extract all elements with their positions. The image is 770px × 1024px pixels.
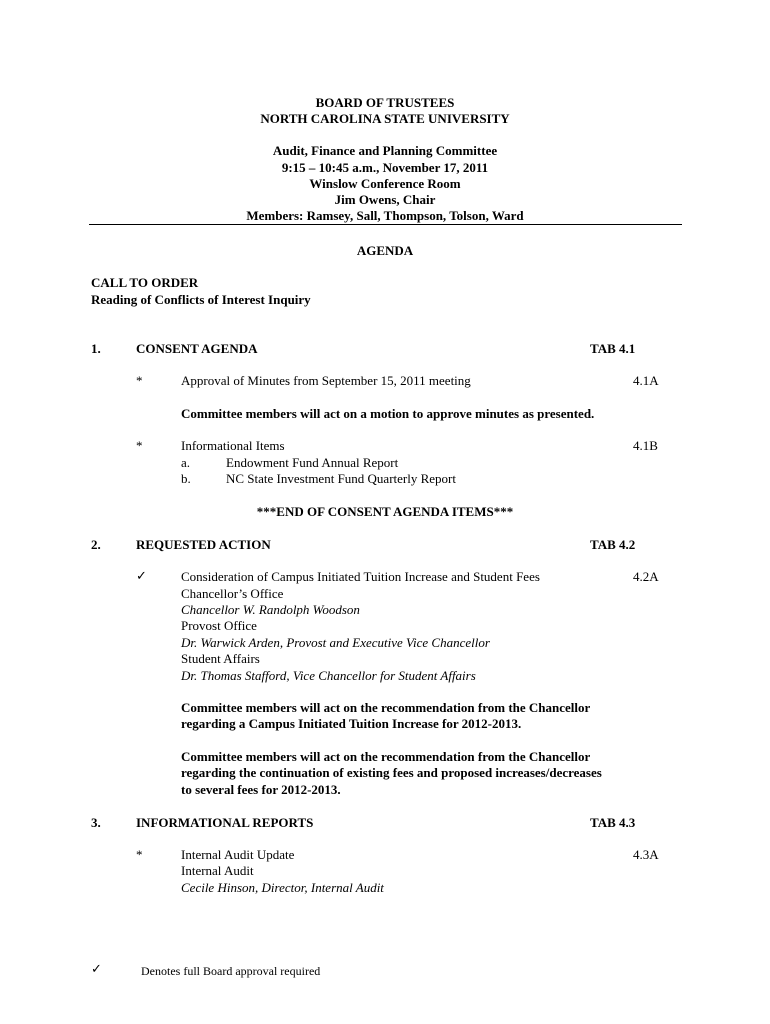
checkmark-icon: ✓ bbox=[136, 569, 147, 584]
subitem-investment-fund: NC State Investment Fund Quarterly Report bbox=[226, 471, 456, 486]
section-2-title: REQUESTED ACTION bbox=[136, 537, 271, 552]
item-ref-4-1b: 4.1B bbox=[633, 438, 658, 453]
item-informational: Informational Items bbox=[181, 438, 285, 453]
subitem-letter-a: a. bbox=[181, 455, 191, 470]
item-minutes-approval: Approval of Minutes from September 15, 2011 meeting bbox=[181, 373, 471, 388]
subitem-endowment: Endowment Fund Annual Report bbox=[226, 455, 399, 470]
presenter-student-affairs: Dr. Thomas Stafford, Vice Chancellor for Student Affairs bbox=[181, 668, 476, 683]
note-fees-line2: regarding the continuation of existing fees and proposed increases/decreases bbox=[181, 765, 602, 780]
office-internal-audit: Internal Audit bbox=[181, 863, 254, 878]
header-room: Winslow Conference Room bbox=[309, 176, 461, 191]
section-1-tab: TAB 4.1 bbox=[590, 341, 636, 356]
note-tuition-line1: Committee members will act on the recommendation from the Chancellor bbox=[181, 700, 591, 715]
item-bullet: * bbox=[136, 373, 143, 388]
section-2-number: 2. bbox=[91, 537, 101, 552]
subitem-letter-b: b. bbox=[181, 471, 191, 486]
section-1-number: 1. bbox=[91, 341, 101, 356]
section-3-number: 3. bbox=[91, 815, 101, 830]
note-tuition-line2: regarding a Campus Initiated Tuition Increase for 2012-2013. bbox=[181, 716, 522, 731]
item-ref-4-1a: 4.1A bbox=[633, 373, 659, 388]
item-internal-audit-update: Internal Audit Update bbox=[181, 847, 295, 862]
note-approve-minutes: Committee members will act on a motion to approve minutes as presented. bbox=[181, 406, 595, 421]
item-ref-4-3a: 4.3A bbox=[633, 847, 659, 862]
section-3-tab: TAB 4.3 bbox=[590, 815, 636, 830]
header-university: NORTH CAROLINA STATE UNIVERSITY bbox=[260, 111, 510, 126]
agenda-title: AGENDA bbox=[356, 243, 414, 258]
office-chancellor: Chancellor’s Office bbox=[181, 586, 284, 601]
presenter-chancellor: Chancellor W. Randolph Woodson bbox=[181, 602, 360, 617]
presenter-internal-audit: Cecile Hinson, Director, Internal Audit bbox=[181, 880, 384, 895]
item-bullet: * bbox=[136, 438, 143, 453]
note-fees-line1: Committee members will act on the recommendation from the Chancellor bbox=[181, 749, 591, 764]
section-2-tab: TAB 4.2 bbox=[590, 537, 636, 552]
presenter-provost: Dr. Warwick Arden, Provost and Executive Vice Chancellor bbox=[181, 635, 490, 650]
header-time: 9:15 – 10:45 a.m., November 17, 2011 bbox=[281, 160, 489, 175]
item-tuition-increase: Consideration of Campus Initiated Tuition Increase and Student Fees bbox=[181, 569, 540, 584]
header-board-title: BOARD OF TRUSTEES bbox=[315, 95, 455, 110]
header-members: Members: Ramsey, Sall, Thompson, Tolson, Ward bbox=[246, 208, 524, 223]
section-1-title: CONSENT AGENDA bbox=[136, 341, 258, 356]
conflicts-inquiry: Reading of Conflicts of Interest Inquiry bbox=[91, 292, 311, 307]
note-fees-line3: to several fees for 2012-2013. bbox=[181, 782, 341, 797]
header-chair: Jim Owens, Chair bbox=[334, 192, 436, 207]
office-provost: Provost Office bbox=[181, 618, 257, 633]
call-to-order: CALL TO ORDER bbox=[91, 275, 199, 290]
office-student-affairs: Student Affairs bbox=[181, 651, 260, 666]
footnote-checkmark-icon: ✓ bbox=[91, 962, 102, 977]
item-ref-4-2a: 4.2A bbox=[633, 569, 659, 584]
footnote-text: Denotes full Board approval required bbox=[141, 964, 321, 978]
item-bullet: * bbox=[136, 847, 143, 862]
header-divider bbox=[89, 224, 682, 225]
header-committee: Audit, Finance and Planning Committee bbox=[272, 143, 498, 158]
end-consent-agenda: ***END OF CONSENT AGENDA ITEMS*** bbox=[256, 504, 514, 519]
section-3-title: INFORMATIONAL REPORTS bbox=[136, 815, 314, 830]
